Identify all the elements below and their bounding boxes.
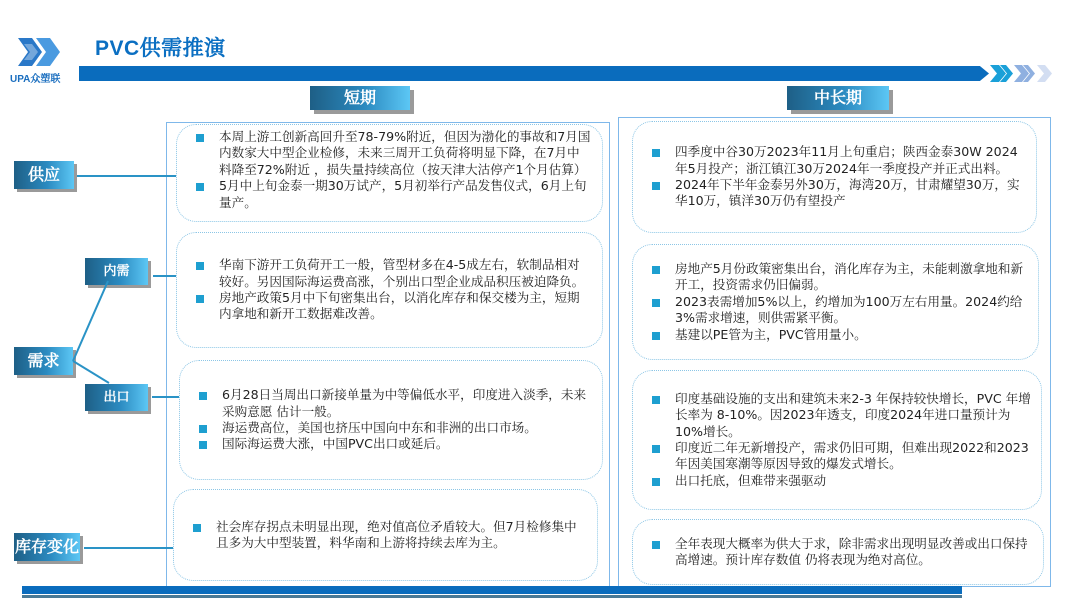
company-logo — [10, 34, 76, 84]
long-term-inventory-box — [632, 519, 1044, 585]
list-item: 华南下游开工负荷开工一般，管型材多在4-5成左右，软制品相对较好。另因国际海运费高涨，个别出口型企业成品积压被迫降负。 — [193, 257, 592, 290]
title-bar — [79, 66, 989, 81]
long-term-export-box — [632, 370, 1042, 510]
list-item: 6月28日当周出口新接单量为中等偏低水平，印度进入淡季，未来采购意愿 估计一般。 — [196, 387, 592, 420]
list-item: 2024年下半年金泰另外30万，海湾20万，甘肃耀望30万，实华10万，镇洋30万仍有望投产 — [649, 177, 1026, 210]
long-term-supply-box — [632, 121, 1037, 233]
logo-chevron-icon — [10, 34, 76, 70]
short-term-inventory-box — [173, 489, 598, 581]
footer-bar-thin — [22, 595, 962, 598]
column-header-long-term: 中长期 — [787, 86, 889, 110]
connector-inventory — [84, 547, 174, 549]
list-item: 房地产5月份政策密集出台，消化库存为主，未能刺激拿地和新开工，投资需求仍旧偏弱。 — [649, 261, 1028, 294]
category-demand: 需求 — [14, 347, 73, 375]
list-item: 5月中上旬金泰一期30万试产，5月初举行产品发售仪式，6月上旬量产。 — [193, 178, 592, 211]
list-item: 国际海运费大涨，中国PVC出口或延后。 — [196, 436, 592, 452]
short-term-domestic-box — [176, 232, 603, 348]
connector-export — [152, 396, 180, 398]
list-item: 四季度中谷30万2023年11月上旬重启；陕西金泰30W 2024年5月投产；浙江镇江30万2024年一季度投产并正式出料。 — [649, 144, 1026, 177]
list-item: 印度近二年无新增投产，需求仍旧可期，但难出现2022和2023年因美国寒潮等原因导致的爆发式增长。 — [649, 440, 1031, 473]
connector-supply — [77, 175, 166, 177]
short-term-supply-box — [176, 124, 603, 222]
list-item: 基建以PE管为主，PVC管用量小。 — [649, 327, 1028, 343]
category-export: 出口 — [85, 384, 148, 411]
long-term-domestic-box — [632, 244, 1039, 360]
list-item: 全年表现大概率为供大于求，除非需求出现明显改善或出口保持高增速。预计库存数值 仍将表现为绝对高位。 — [649, 536, 1033, 569]
list-item: 社会库存拐点未明显出现，绝对值高位矛盾较大。但7月检修集中且多为大中型装置，料华南和上游将持续去库为主。 — [190, 519, 587, 552]
list-item: 房地产政策5月中下旬密集出台，以消化库存和保交楼为主，短期内拿地和新开工数据难改善。 — [193, 290, 592, 323]
short-term-export-box — [179, 360, 603, 480]
category-supply: 供应 — [14, 161, 74, 189]
category-inventory: 库存变化 — [14, 533, 80, 561]
logo-text: UPA众塑联 — [10, 74, 61, 85]
list-item: 本周上游工创新高回升至78-79%附近，但因为渤化的事故和7月国内数家大中型企业检修，未来三周开工负荷将明显下降，在7月中料降至72%附近 ，损失量持续高位（按天津大沽停产1个月估算） — [193, 129, 592, 178]
connector-domestic — [153, 275, 178, 277]
column-header-short-term: 短期 — [310, 86, 410, 110]
list-item: 印度基础设施的支出和建筑未来2-3 年保持较快增长，PVC 年增长率为 8-10%。因2023年透支，印度2024年进口量预计为10%增长。 — [649, 391, 1031, 440]
footer-bar — [22, 586, 962, 594]
chevron-arrows-icon — [990, 65, 1060, 82]
list-item: 出口托底，但难带来强驱动 — [649, 473, 1031, 489]
list-item: 海运费高位，美国也挤压中国向中东和非洲的出口市场。 — [196, 420, 592, 436]
connector-demand-branches — [70, 280, 115, 400]
category-domestic: 内需 — [85, 258, 148, 285]
page-title: PVC供需推演 — [95, 37, 226, 60]
list-item: 2023表需增加5%以上，约增加为100万左右用量。2024约给3%需求增速，则供需紧平衡。 — [649, 294, 1028, 327]
